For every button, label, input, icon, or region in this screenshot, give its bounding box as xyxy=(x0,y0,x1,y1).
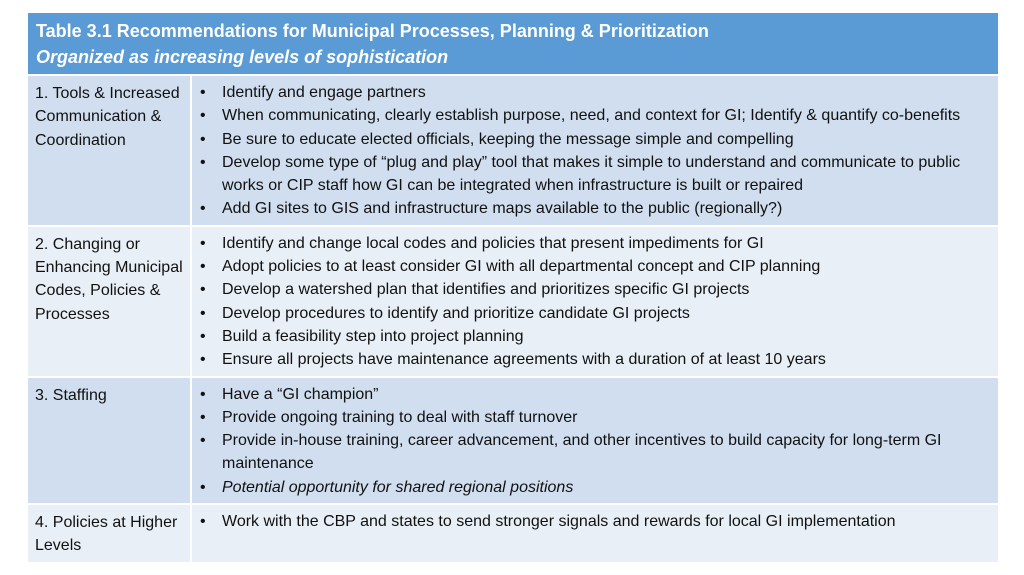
list-item: • Provide in-house training, career advancement, and other incentives to build capacity for long-term GI maintenance xyxy=(198,429,988,476)
bullet-icon: • xyxy=(200,513,206,531)
table-row-staffing xyxy=(28,378,998,505)
recommendation-list xyxy=(192,505,998,562)
table-row-higher-levels xyxy=(28,505,998,564)
table-title: Table 3.1 Recommendations for Municipal Processes, Planning & Prioritization xyxy=(36,21,709,41)
category-cell: 4. Policies at Higher Levels xyxy=(28,505,192,562)
list-item: • Ensure all projects have maintenance agreements with a duration of at least 10 years xyxy=(198,348,988,371)
bullet-icon: • xyxy=(200,408,206,426)
bullet-icon: • xyxy=(200,234,206,252)
category-cell: 2. Changing or Enhancing Municipal Codes, Policies & Processes xyxy=(28,227,192,376)
list-item: • Add GI sites to GIS and infrastructure maps available to the public (regionally?) xyxy=(198,197,988,220)
recommendation-list xyxy=(192,76,998,225)
category-cell: 3. Staffing xyxy=(28,378,192,503)
recommendation-list xyxy=(192,378,998,503)
category-cell: 1. Tools & Increased Communication & Coordination xyxy=(28,76,192,225)
bullet-icon: • xyxy=(200,432,206,450)
table-row-tools xyxy=(28,76,998,227)
list-item: • Adopt policies to at least consider GI with all departmental concept and CIP planning xyxy=(198,255,988,278)
bullet-icon: • xyxy=(200,281,206,299)
bullet-icon: • xyxy=(200,385,206,403)
list-item: • Identify and engage partners xyxy=(198,81,988,104)
bullet-icon: • xyxy=(200,130,206,148)
list-item: • Have a “GI champion” xyxy=(198,383,988,406)
bullet-icon: • xyxy=(200,327,206,345)
bullet-icon: • xyxy=(200,107,206,125)
bullet-icon: • xyxy=(200,153,206,171)
list-item: • Potential opportunity for shared regional positions xyxy=(198,476,988,499)
list-item: • Build a feasibility step into project planning xyxy=(198,325,988,348)
bullet-icon: • xyxy=(200,200,206,218)
list-item: • Be sure to educate elected officials, keeping the message simple and compelling xyxy=(198,128,988,151)
bullet-icon: • xyxy=(200,351,206,369)
table-subtitle: Organized as increasing levels of sophistication xyxy=(36,47,449,67)
recommendations-table xyxy=(28,13,998,564)
list-item: • Develop some type of “plug and play” tool that makes it simple to understand and communicate to public works or CIP staff how GI can be integrated when infrastructure is built or repaired xyxy=(198,151,988,198)
list-item: • Develop procedures to identify and prioritize candidate GI projects xyxy=(198,302,988,325)
recommendation-list xyxy=(192,227,998,376)
bullet-icon: • xyxy=(200,304,206,322)
table-header xyxy=(28,13,998,76)
list-item: • Develop a watershed plan that identifies and prioritizes specific GI projects xyxy=(198,278,988,301)
bullet-icon: • xyxy=(200,258,206,276)
list-item: • Provide ongoing training to deal with staff turnover xyxy=(198,406,988,429)
list-item: • When communicating, clearly establish purpose, need, and context for GI; Identify & quantify co-benefits xyxy=(198,104,988,127)
list-item: • Identify and change local codes and policies that present impediments for GI xyxy=(198,232,988,255)
list-item: • Work with the CBP and states to send stronger signals and rewards for local GI implementation xyxy=(198,510,988,533)
bullet-icon: • xyxy=(200,84,206,101)
table-row-codes xyxy=(28,227,998,378)
bullet-icon: • xyxy=(200,478,206,496)
